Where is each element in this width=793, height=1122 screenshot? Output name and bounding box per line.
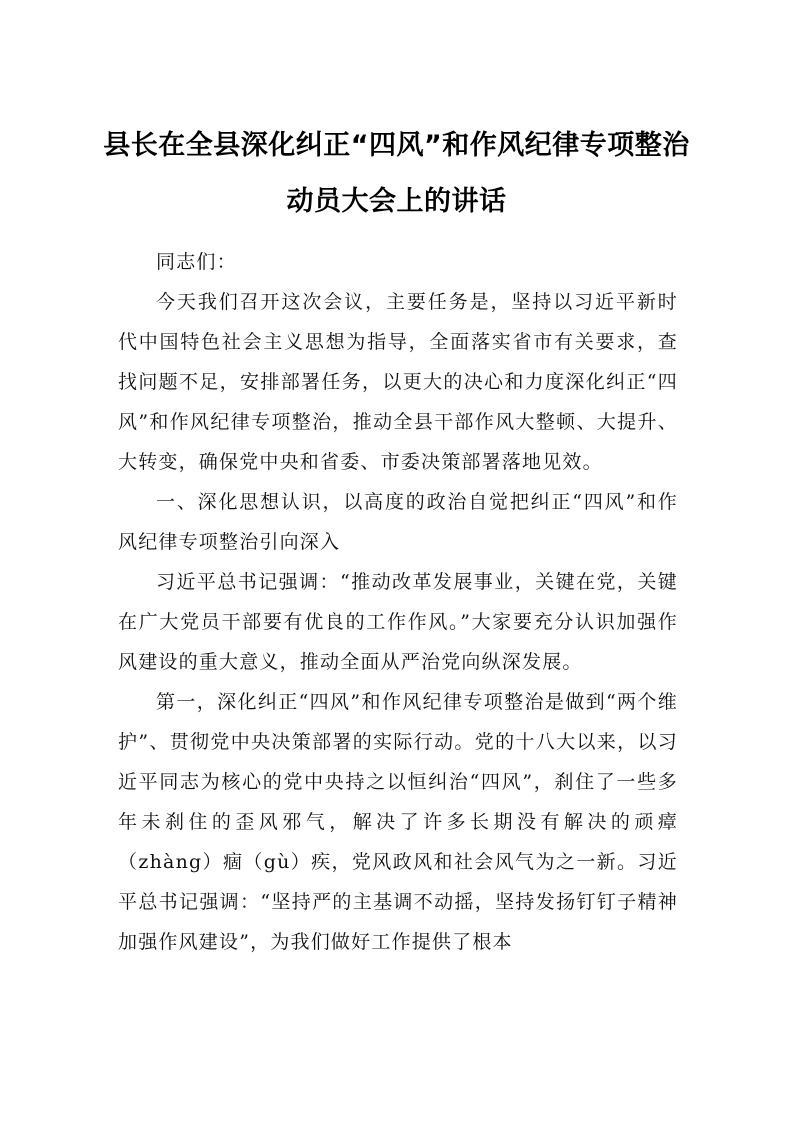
intro-paragraph: 今天我们召开这次会议，主要任务是，坚持以习近平新时代中国特色社会主义思想为指导，全面落实省市有关要求，查找问题不足，安排部署任务，以更大的决心和力度深化纠正“四风”和作风纪律专项整治，推动全县干部作风大整顿、大提升、大转变，确保党中央和省委、市委决策部署落地见效。: [118, 291, 678, 473]
document-body: [118, 242, 678, 962]
first-point-paragraph: 第一，深化纠正“四风”和作风纪律专项整治是做到“两个维护”、贯彻党中央决策部署的实际行动。党的十八大以来，以习近平同志为核心的党中央持之以恒纠治“四风”，刹住了一些多年未刹住的歪风邪气，解决了许多长期没有解决的顽瘴（zhàng）痼（gù）疾，党风政风和社会风气为之一新。习近平总书记强调：“坚持严的主基调不动摇，坚持发扬钉钉子精神加强作风建设”，为我们做好工作提供了根本: [118, 691, 678, 953]
section-heading: 一、深化思想认识，以高度的政治自觉把纠正“四风”和作风纪律专项整治引向深入: [118, 491, 678, 553]
document-title: 县长在全县深化纠正“四风”和作风纪律专项整治动员大会上的讲话: [103, 130, 690, 217]
salutation-paragraph: 同志们：: [156, 251, 237, 273]
quote-paragraph: 习近平总书记强调：“推动改革发展事业，关键在党，关键在广大党员干部要有优良的工作作风。”大家要充分认识加强作风建设的重大意义，推动全面从严治党向纵深发展。: [118, 571, 678, 673]
